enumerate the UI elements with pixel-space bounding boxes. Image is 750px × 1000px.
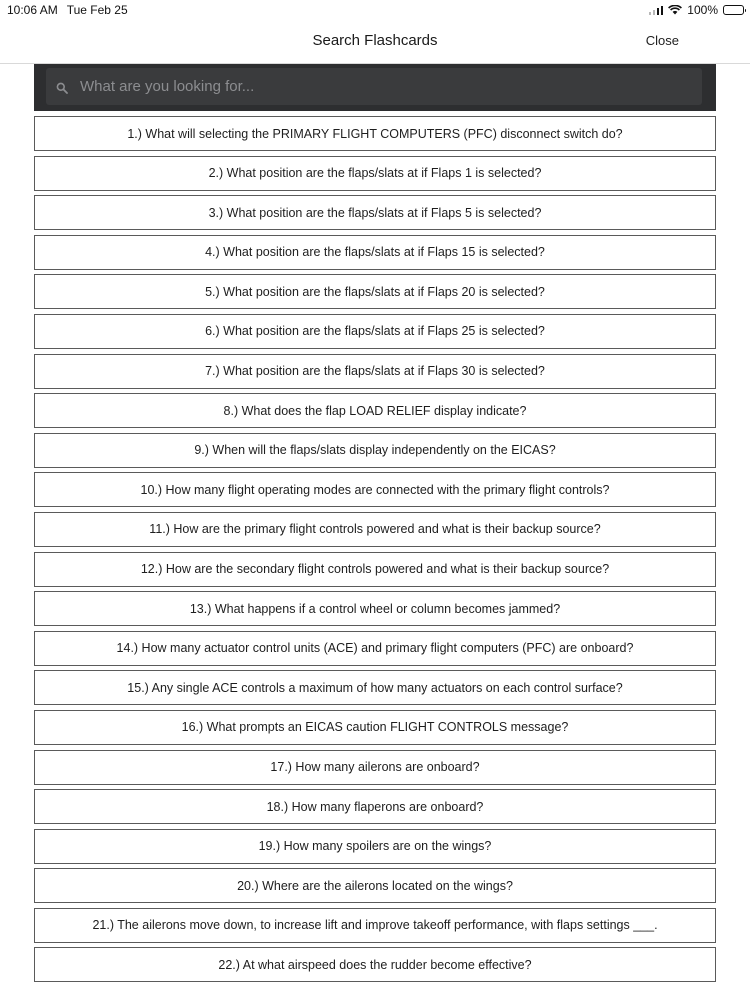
battery-percent: 100% [687, 3, 718, 17]
nav-bar [0, 20, 750, 64]
status-bar [0, 0, 750, 20]
search-bar [34, 64, 716, 111]
flashcard-item[interactable]: 13.) What happens if a control wheel or column becomes jammed? [34, 591, 716, 626]
flashcard-list [34, 116, 716, 987]
flashcard-item[interactable]: 7.) What position are the flaps/slats at if Flaps 30 is selected? [34, 354, 716, 389]
flashcard-item[interactable]: 11.) How are the primary flight controls powered and what is their backup source? [34, 512, 716, 547]
flashcard-item[interactable]: 20.) Where are the ailerons located on the wings? [34, 868, 716, 903]
status-date: Tue Feb 25 [66, 3, 128, 17]
flashcard-item[interactable]: 3.) What position are the flaps/slats at if Flaps 5 is selected? [34, 195, 716, 230]
search-field[interactable] [46, 68, 702, 105]
flashcard-item[interactable]: 10.) How many flight operating modes are connected with the primary flight controls? [34, 472, 716, 507]
flashcard-item[interactable]: 9.) When will the flaps/slats display independently on the EICAS? [34, 433, 716, 468]
status-time: 10:06 AM [7, 3, 58, 17]
search-input[interactable] [80, 68, 690, 105]
flashcard-item[interactable]: 17.) How many ailerons are onboard? [34, 750, 716, 785]
flashcard-item[interactable]: 4.) What position are the flaps/slats at if Flaps 15 is selected? [34, 235, 716, 270]
page-title: Search Flashcards [312, 32, 438, 49]
battery-icon [723, 5, 744, 15]
close-button[interactable]: Close [645, 33, 679, 48]
flashcard-item[interactable]: 5.) What position are the flaps/slats at if Flaps 20 is selected? [34, 274, 716, 309]
flashcard-item[interactable]: 8.) What does the flap LOAD RELIEF display indicate? [34, 393, 716, 428]
search-icon [56, 82, 68, 94]
flashcard-item[interactable]: 2.) What position are the flaps/slats at if Flaps 1 is selected? [34, 156, 716, 191]
signal-icon [649, 5, 664, 15]
wifi-icon [668, 5, 682, 15]
status-right [649, 3, 744, 17]
flashcard-item[interactable]: 1.) What will selecting the PRIMARY FLIGHT COMPUTERS (PFC) disconnect switch do? [34, 116, 716, 151]
status-left [7, 3, 128, 17]
flashcard-item[interactable]: 14.) How many actuator control units (ACE) and primary flight computers (PFC) are onboard? [34, 631, 716, 666]
flashcard-item[interactable]: 19.) How many spoilers are on the wings? [34, 829, 716, 864]
flashcard-item[interactable]: 16.) What prompts an EICAS caution FLIGHT CONTROLS message? [34, 710, 716, 745]
flashcard-item[interactable]: 15.) Any single ACE controls a maximum of how many actuators on each control surface? [34, 670, 716, 705]
flashcard-item[interactable]: 18.) How many flaperons are onboard? [34, 789, 716, 824]
flashcard-item[interactable]: 21.) The ailerons move down, to increase lift and improve takeoff performance, with flaps settings ___. [34, 908, 716, 943]
flashcard-item[interactable]: 22.) At what airspeed does the rudder become effective? [34, 947, 716, 982]
flashcard-item[interactable]: 12.) How are the secondary flight controls powered and what is their backup source? [34, 552, 716, 587]
flashcard-item[interactable]: 6.) What position are the flaps/slats at if Flaps 25 is selected? [34, 314, 716, 349]
